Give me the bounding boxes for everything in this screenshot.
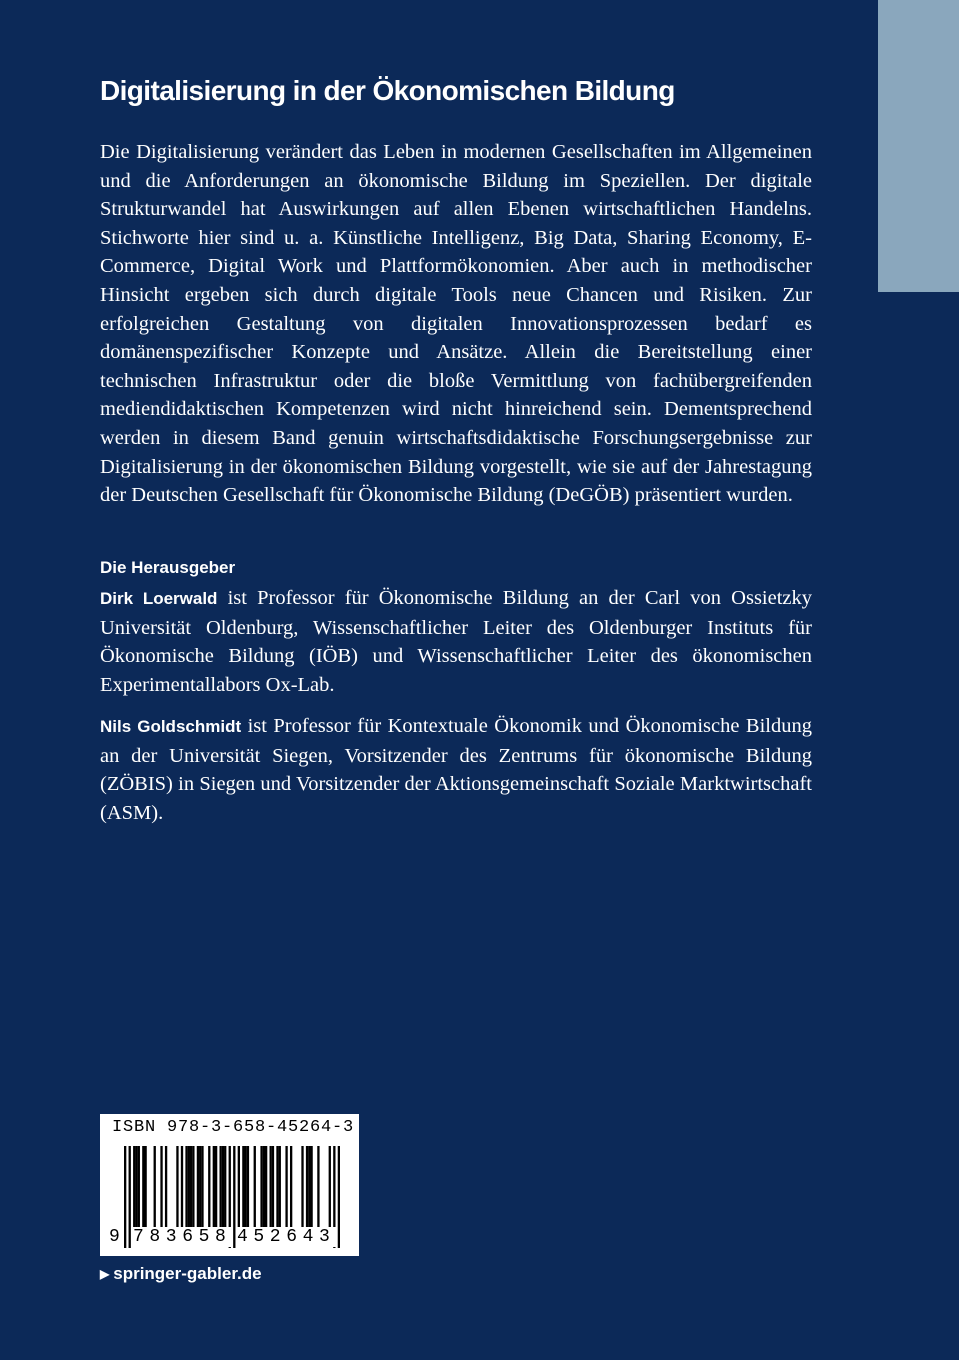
editor-description: ist Professor für Kontextuale Ökonomik und Ökonomische Bildung an der Universität Siegen, Vorsitzender des Zentrums für ökonomische Bildung (ZÖBIS) in Siegen und Vorsitzender der Aktionsgemeinschaft Soziale Marktwirtschaft (ASM). xyxy=(100,715,812,824)
spine-color-tab xyxy=(878,0,959,292)
barcode-bar xyxy=(185,1146,187,1228)
barcode-bar xyxy=(199,1146,201,1228)
barcode-digits xyxy=(108,1227,353,1251)
barcode-bar xyxy=(301,1146,303,1228)
barcode-bar xyxy=(219,1146,221,1228)
barcode-bar xyxy=(165,1146,167,1228)
barcode-bar xyxy=(317,1146,319,1228)
book-title: Digitalisierung in der Ökonomischen Bildung xyxy=(100,75,675,106)
barcode-bar xyxy=(181,1146,183,1228)
barcode-bar xyxy=(279,1146,281,1228)
barcode-bar xyxy=(247,1146,249,1228)
editor-bio xyxy=(100,712,812,827)
barcode-bar xyxy=(290,1146,292,1228)
editor-name: Dirk Loerwald xyxy=(100,589,218,608)
barcode-bar xyxy=(222,1146,224,1228)
barcode-bar xyxy=(142,1146,144,1228)
barcode-bar xyxy=(329,1146,331,1228)
editors-heading: Die Herausgeber xyxy=(100,558,236,577)
barcode-bar xyxy=(245,1146,247,1228)
barcode-left-digits: 783658 xyxy=(133,1227,232,1247)
triangle-right-icon: ▶ xyxy=(100,1267,110,1281)
barcode-bar xyxy=(201,1146,203,1228)
publisher-url: springer-gabler.de xyxy=(113,1264,262,1283)
barcode-bar xyxy=(285,1146,287,1228)
editor-description: ist Professor für Ökonomische Bildung an der Carl von Ossietzky Universität Oldenburg, Wissenschaftlicher Leiter des Oldenburger Instituts für Ökonomische Bildung (IÖB) und Wissenschaftlicher Leiter des ökonomischen Experimentallabors Ox-Lab. xyxy=(100,587,813,696)
barcode-bar xyxy=(138,1146,140,1228)
publisher-link[interactable] xyxy=(100,1262,262,1286)
barcode-bar xyxy=(135,1146,137,1228)
barcode-right-digits: 452643 xyxy=(237,1227,336,1247)
barcode-bar xyxy=(276,1146,278,1228)
isbn-barcode xyxy=(100,1114,359,1256)
blurb-paragraph: Die Digitalisierung verändert das Leben in modernen Gesellschaften im Allgemeinen und die Anforderungen an ökonomische Bildung im Speziellen. Der digitale Strukturwandel hat Auswirkungen auf allen Ebenen wirtschaftlichen Handelns. Stichworte hier sind u. a. Künstliche Intelligenz, Big Data, Sharing Economy, E-Commerce, Digital Work und Plattformökonomien. Aber auch in methodischer Hinsicht ergeben sich durch digitale Tools neue Chancen und Risiken. Zur erfolgreichen Gestaltung von digitalen Innovationsprozessen bedarf es domänenspezifischer Konzepte und Ansätze. Allein die Bereitstellung einer technischen Infrastruktur oder die bloße Vermittlung von fachübergreifenden mediendidaktischen Kompetenzen wird nicht hinreichend sein. Dementsprechend werden in diesem Band genuin wirtschaftsdidaktische Forschungsergebnisse zur Digitalisierung in der ökonomischen Bildung vorgestellt, wie sie auf der Jahrestagung der Deutschen Gesellschaft für Ökonomische Bildung (DeGÖB) präsentiert wurden. xyxy=(100,141,812,507)
barcode-bar xyxy=(197,1146,199,1228)
barcode-bar xyxy=(308,1146,310,1228)
barcode-bar xyxy=(238,1146,240,1228)
barcode-bar xyxy=(265,1146,267,1228)
barcode-bar xyxy=(160,1146,162,1228)
barcode-bar xyxy=(254,1146,256,1228)
barcode-bar xyxy=(154,1146,156,1228)
barcode-bar xyxy=(176,1146,178,1228)
barcode-bar xyxy=(263,1146,265,1228)
barcode-first-digit: 9 xyxy=(109,1227,120,1247)
barcode-bar xyxy=(190,1146,192,1228)
barcode-bar xyxy=(310,1146,312,1228)
editor-name: Nils Goldschmidt xyxy=(100,717,242,736)
barcode-bar xyxy=(242,1146,244,1228)
editor-bio xyxy=(100,584,812,699)
barcode-bar xyxy=(213,1146,215,1228)
barcode-bar xyxy=(133,1146,135,1228)
barcode-bar xyxy=(192,1146,194,1228)
barcode-bar xyxy=(144,1146,146,1228)
barcode-bar xyxy=(306,1146,308,1228)
barcode-bar xyxy=(215,1146,217,1228)
barcode-bar xyxy=(270,1146,272,1228)
barcode-bar xyxy=(272,1146,274,1228)
barcode-bar xyxy=(188,1146,190,1228)
barcode-bar xyxy=(224,1146,226,1228)
barcode-bar xyxy=(208,1146,210,1228)
barcode-bar xyxy=(260,1146,262,1228)
isbn-label: ISBN 978-3-658-45264-3 xyxy=(112,1118,355,1137)
